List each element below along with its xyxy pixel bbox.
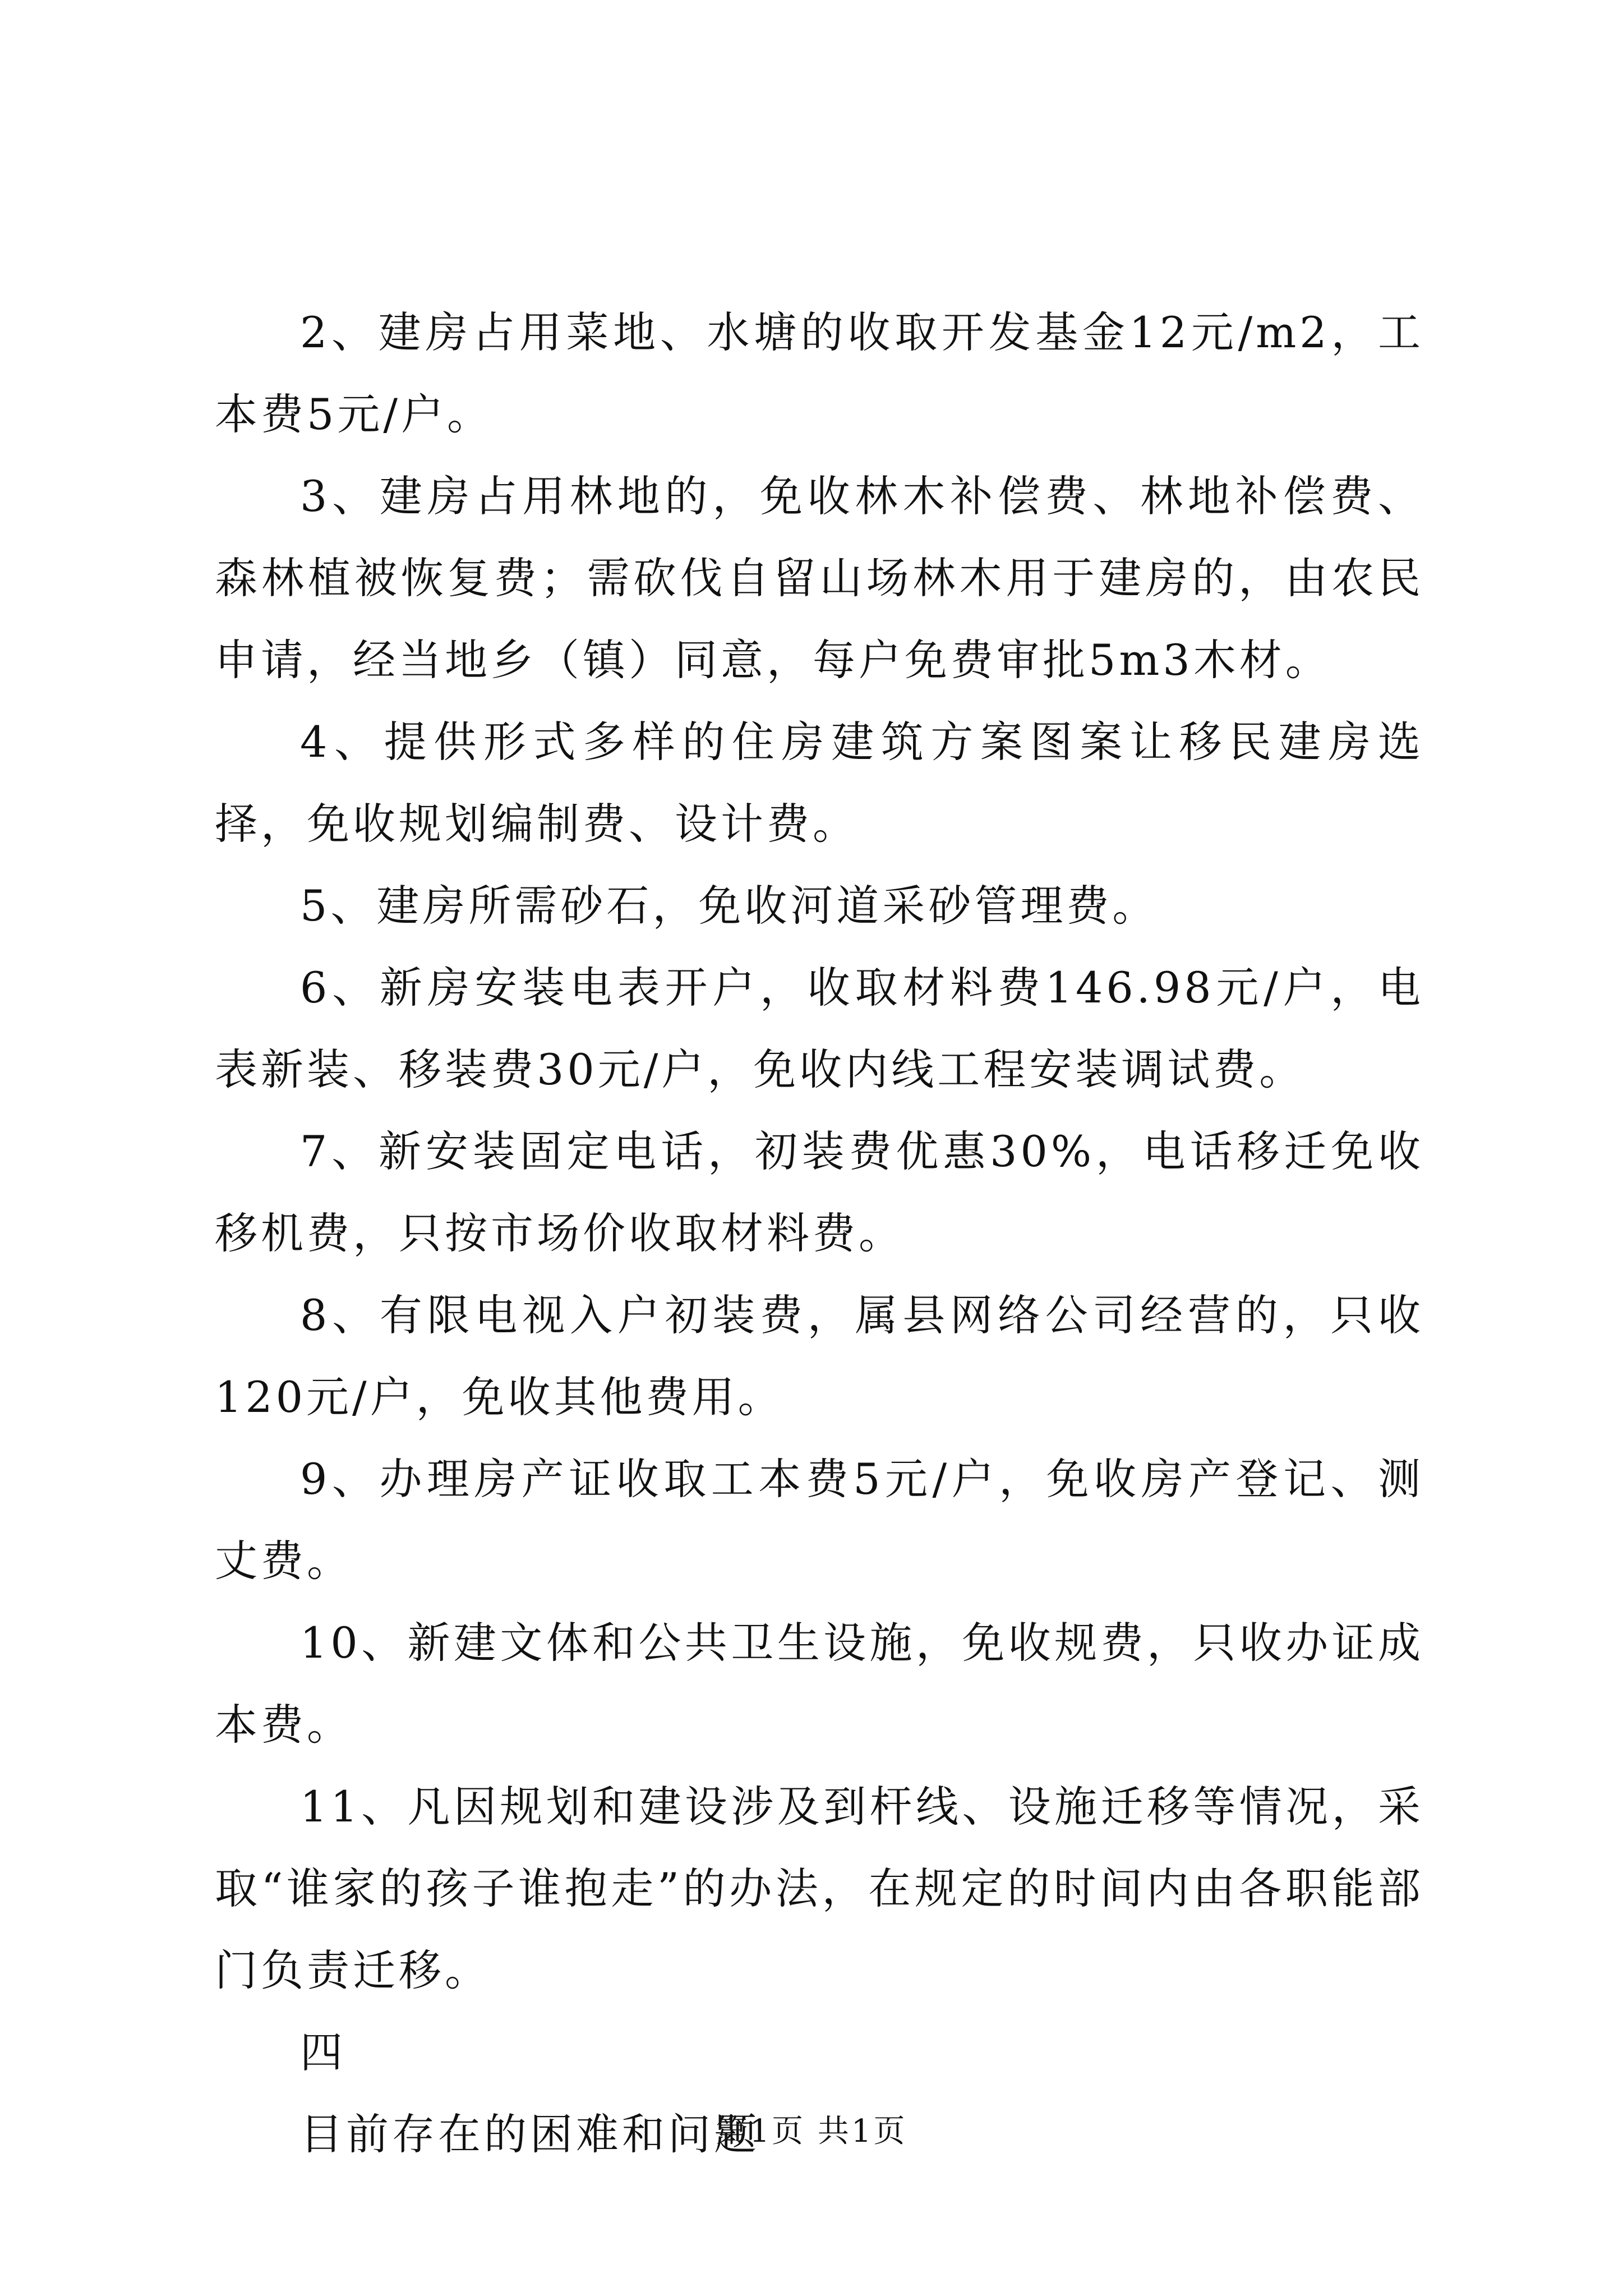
- page-footer: 第1页 共1页: [716, 2113, 907, 2150]
- paragraph-item-3: 3、建房占用林地的，免收林木补偿费、林地补偿费、森林植被恢复费；需砍伐自留山场林木用于建房的，由农民申请，经当地乡（镇）同意，每户免费审批5m3木材。: [215, 471, 1424, 685]
- paragraph-item-5: 5、建房所需砂石，免收河道采砂管理费。: [300, 881, 1159, 931]
- paragraph-item-10: 10、新建文体和公共卫生设施，免收规费，只收办证成本费。: [215, 1618, 1424, 1750]
- paragraph-item-8: 8、有限电视入户初装费，属县网络公司经营的，只收120元/户，免收其他费用。: [215, 1290, 1424, 1422]
- paragraph-item-6: 6、新房安装电表开户，收取材料费146.98元/户，电表新装、移装费30元/户，免收内线工程安装调试费。: [215, 963, 1424, 1094]
- paragraph-item-7: 7、新安装固定电话，初装费优惠30%，电话移迁免收移机费，只按市场价收取材料费。: [215, 1126, 1424, 1258]
- paragraph-item-4: 4、提供形式多样的住房建筑方案图案让移民建房选择，免收规划编制费、设计费。: [215, 717, 1424, 849]
- paragraph-item-9: 9、办理房产证收取工本费5元/户，免收房产登记、测丈费。: [215, 1454, 1424, 1586]
- section-number: 四: [300, 2027, 346, 2077]
- section-title: 目前存在的困难和问题: [300, 2109, 760, 2159]
- paragraph-item-11: 11、凡因规划和建设涉及到杆线、设施迁移等情况，采取“谁家的孩子谁抱走”的办法，在规定的时间内由各职能部门负责迁移。: [215, 1782, 1424, 1995]
- document-body: [215, 292, 1424, 2175]
- paragraph-item-2: 2、建房占用菜地、水塘的收取开发基金12元/m2，工本费5元/户。: [215, 307, 1424, 439]
